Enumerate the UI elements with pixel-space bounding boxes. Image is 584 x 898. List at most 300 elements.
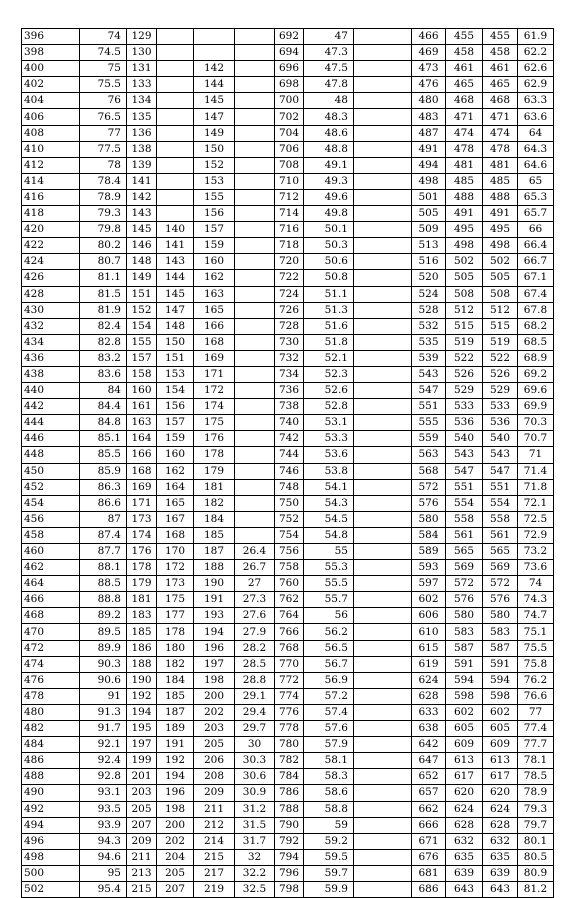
table-cell: 597 — [412, 576, 446, 592]
table-cell: 639 — [483, 865, 518, 881]
table-cell: 71 — [518, 447, 554, 463]
table-cell: 79.3 — [80, 206, 127, 222]
table-cell — [235, 302, 275, 318]
table-cell: 199 — [127, 753, 157, 769]
table-cell: 515 — [483, 318, 518, 334]
table-cell: 78.1 — [518, 753, 554, 769]
table-cell: 466 — [22, 592, 80, 608]
table-cell: 159 — [194, 238, 235, 254]
table-cell: 160 — [194, 254, 235, 270]
table-cell: 76 — [80, 93, 127, 109]
table-cell — [354, 399, 412, 415]
table-cell: 628 — [483, 817, 518, 833]
table-row — [22, 77, 554, 93]
table-cell: 173 — [157, 576, 194, 592]
table-cell: 498 — [446, 238, 483, 254]
table-cell — [354, 222, 412, 238]
table-cell — [354, 189, 412, 205]
table-cell: 130 — [127, 45, 157, 61]
table-cell: 55.3 — [304, 560, 354, 576]
table-cell: 515 — [446, 318, 483, 334]
table-cell — [354, 704, 412, 720]
table-cell: 533 — [446, 399, 483, 415]
table-cell: 404 — [22, 93, 80, 109]
table-cell: 184 — [157, 672, 194, 688]
table-cell: 198 — [157, 801, 194, 817]
table-cell: 181 — [194, 479, 235, 495]
table-cell: 416 — [22, 189, 80, 205]
table-cell: 171 — [127, 495, 157, 511]
table-cell: 602 — [483, 704, 518, 720]
table-cell: 558 — [483, 511, 518, 527]
table-cell: 80.1 — [518, 833, 554, 849]
table-row — [22, 688, 554, 704]
table-cell — [235, 157, 275, 173]
table-row — [22, 350, 554, 366]
table-cell: 78 — [80, 157, 127, 173]
table-cell: 494 — [22, 817, 80, 833]
table-cell: 666 — [412, 817, 446, 833]
table-row — [22, 302, 554, 318]
table-cell: 632 — [483, 833, 518, 849]
table-cell: 29.7 — [235, 721, 275, 737]
table-cell: 176 — [194, 431, 235, 447]
table-cell: 161 — [127, 399, 157, 415]
table-cell: 478 — [483, 141, 518, 157]
table-cell: 796 — [275, 865, 304, 881]
table-cell: 55.7 — [304, 592, 354, 608]
table-cell: 766 — [275, 624, 304, 640]
table-cell — [354, 479, 412, 495]
table-cell: 456 — [22, 511, 80, 527]
table-cell: 478 — [446, 141, 483, 157]
table-cell: 547 — [483, 463, 518, 479]
table-cell — [354, 270, 412, 286]
table-cell: 522 — [483, 350, 518, 366]
table-row — [22, 495, 554, 511]
table-cell: 657 — [412, 785, 446, 801]
table-cell: 502 — [446, 254, 483, 270]
table-cell: 207 — [157, 881, 194, 897]
table-cell: 495 — [446, 222, 483, 238]
table-cell: 62.9 — [518, 77, 554, 93]
table-cell: 187 — [157, 704, 194, 720]
table-cell: 56.7 — [304, 656, 354, 672]
table-cell: 217 — [194, 865, 235, 881]
table-cell: 195 — [127, 721, 157, 737]
table-cell — [235, 399, 275, 415]
table-cell — [235, 222, 275, 238]
table-cell: 79.3 — [518, 801, 554, 817]
table-cell: 145 — [157, 286, 194, 302]
table-cell: 774 — [275, 688, 304, 704]
table-cell: 508 — [446, 286, 483, 302]
table-cell: 203 — [127, 785, 157, 801]
table-cell: 502 — [483, 254, 518, 270]
table-cell: 138 — [127, 141, 157, 157]
table-cell: 461 — [446, 61, 483, 77]
table-cell: 188 — [194, 560, 235, 576]
table-cell — [354, 544, 412, 560]
table-cell: 726 — [275, 302, 304, 318]
table-cell: 175 — [194, 415, 235, 431]
table-cell: 168 — [194, 334, 235, 350]
table-cell: 174 — [194, 399, 235, 415]
table-cell: 533 — [483, 399, 518, 415]
table-cell: 146 — [127, 238, 157, 254]
table-cell: 69.9 — [518, 399, 554, 415]
table-cell — [157, 61, 194, 77]
table-cell — [354, 511, 412, 527]
table-cell: 152 — [194, 157, 235, 173]
table-cell: 208 — [194, 769, 235, 785]
table-cell: 772 — [275, 672, 304, 688]
table-cell: 206 — [194, 753, 235, 769]
table-cell — [354, 721, 412, 737]
table-cell: 149 — [127, 270, 157, 286]
table-row — [22, 206, 554, 222]
table-cell: 547 — [446, 463, 483, 479]
table-cell: 192 — [127, 688, 157, 704]
table-cell: 77.4 — [518, 721, 554, 737]
table-cell: 635 — [446, 849, 483, 865]
table-cell: 57.6 — [304, 721, 354, 737]
table-cell: 512 — [446, 302, 483, 318]
table-cell: 203 — [194, 721, 235, 737]
table-cell — [354, 833, 412, 849]
table-cell — [354, 238, 412, 254]
table-cell: 198 — [194, 672, 235, 688]
table-cell: 27 — [235, 576, 275, 592]
table-cell: 498 — [412, 173, 446, 189]
table-cell: 732 — [275, 350, 304, 366]
table-cell: 51.1 — [304, 286, 354, 302]
table-cell: 191 — [157, 737, 194, 753]
table-cell: 505 — [446, 270, 483, 286]
table-cell: 738 — [275, 399, 304, 415]
table-cell: 70.7 — [518, 431, 554, 447]
table-cell — [235, 334, 275, 350]
table-cell: 170 — [157, 544, 194, 560]
table-cell: 29.4 — [235, 704, 275, 720]
table-cell: 551 — [483, 479, 518, 495]
table-cell: 778 — [275, 721, 304, 737]
table-cell: 481 — [483, 157, 518, 173]
table-row — [22, 125, 554, 141]
table-cell: 647 — [412, 753, 446, 769]
table-cell: 164 — [127, 431, 157, 447]
table-cell: 492 — [22, 801, 80, 817]
table-cell — [157, 189, 194, 205]
table-cell — [354, 334, 412, 350]
table-cell: 55 — [304, 544, 354, 560]
table-cell: 776 — [275, 704, 304, 720]
table-cell: 583 — [446, 624, 483, 640]
table-cell: 794 — [275, 849, 304, 865]
table-cell: 150 — [157, 334, 194, 350]
table-cell: 172 — [194, 383, 235, 399]
table-cell: 185 — [194, 527, 235, 543]
table-row — [22, 431, 554, 447]
table-cell: 576 — [412, 495, 446, 511]
table-cell: 144 — [194, 77, 235, 93]
table-cell: 56.5 — [304, 640, 354, 656]
table-cell — [354, 447, 412, 463]
table-cell — [157, 141, 194, 157]
table-cell: 74.5 — [80, 45, 127, 61]
table-cell: 784 — [275, 769, 304, 785]
table-cell: 522 — [446, 350, 483, 366]
table-cell: 57.4 — [304, 704, 354, 720]
table-row — [22, 254, 554, 270]
table-cell: 730 — [275, 334, 304, 350]
table-cell: 494 — [412, 157, 446, 173]
table-cell: 591 — [446, 656, 483, 672]
table-row — [22, 624, 554, 640]
table-cell: 547 — [412, 383, 446, 399]
table-cell: 26.7 — [235, 560, 275, 576]
table-cell: 54.1 — [304, 479, 354, 495]
table-cell: 166 — [194, 318, 235, 334]
table-row — [22, 672, 554, 688]
table-cell — [354, 608, 412, 624]
table-cell — [157, 93, 194, 109]
table-cell: 692 — [275, 29, 304, 45]
table-cell — [157, 29, 194, 45]
table-cell — [354, 849, 412, 865]
table-cell: 483 — [412, 109, 446, 125]
table-cell: 75.1 — [518, 624, 554, 640]
table-cell: 482 — [22, 721, 80, 737]
table-row — [22, 849, 554, 865]
table-cell: 47.3 — [304, 45, 354, 61]
table-cell: 491 — [446, 206, 483, 222]
table-cell: 156 — [194, 206, 235, 222]
table-cell: 165 — [194, 302, 235, 318]
table-cell: 32 — [235, 849, 275, 865]
table-cell: 168 — [157, 527, 194, 543]
table-cell: 31.5 — [235, 817, 275, 833]
table-cell: 418 — [22, 206, 80, 222]
table-cell: 48.3 — [304, 109, 354, 125]
table-cell: 635 — [483, 849, 518, 865]
table-cell: 87.7 — [80, 544, 127, 560]
table-cell: 422 — [22, 238, 80, 254]
table-cell: 209 — [194, 785, 235, 801]
table-cell: 95 — [80, 865, 127, 881]
table-cell: 505 — [483, 270, 518, 286]
table-cell: 708 — [275, 157, 304, 173]
table-cell: 770 — [275, 656, 304, 672]
table-cell: 80.2 — [80, 238, 127, 254]
table-cell — [235, 173, 275, 189]
table-cell: 79.7 — [518, 817, 554, 833]
table-cell — [354, 254, 412, 270]
table-cell: 702 — [275, 109, 304, 125]
table-cell: 27.9 — [235, 624, 275, 640]
table-cell: 30.9 — [235, 785, 275, 801]
table-cell: 430 — [22, 302, 80, 318]
table-cell: 47.5 — [304, 61, 354, 77]
table-row — [22, 463, 554, 479]
table-cell: 532 — [412, 318, 446, 334]
table-cell: 561 — [483, 527, 518, 543]
table-cell: 488 — [446, 189, 483, 205]
table-cell: 576 — [446, 592, 483, 608]
table-cell: 160 — [157, 447, 194, 463]
table-cell: 762 — [275, 592, 304, 608]
table-cell: 572 — [412, 479, 446, 495]
table-cell — [235, 141, 275, 157]
table-cell: 81.5 — [80, 286, 127, 302]
table-cell: 551 — [412, 399, 446, 415]
table-cell: 27.6 — [235, 608, 275, 624]
table-cell: 466 — [412, 29, 446, 45]
table-row — [22, 141, 554, 157]
table-cell: 488 — [22, 769, 80, 785]
table-row — [22, 479, 554, 495]
table-cell: 155 — [127, 334, 157, 350]
table-row — [22, 753, 554, 769]
table-cell: 147 — [194, 109, 235, 125]
table-cell — [194, 29, 235, 45]
table-row — [22, 383, 554, 399]
table-cell: 205 — [194, 737, 235, 753]
table-cell: 788 — [275, 801, 304, 817]
table-cell: 696 — [275, 61, 304, 77]
table-cell: 48 — [304, 93, 354, 109]
table-cell: 140 — [157, 222, 194, 238]
table-cell: 440 — [22, 383, 80, 399]
table-cell: 458 — [483, 45, 518, 61]
table-cell — [235, 93, 275, 109]
table-cell: 200 — [194, 688, 235, 704]
table-cell: 624 — [483, 801, 518, 817]
table-cell: 580 — [412, 511, 446, 527]
table-cell: 748 — [275, 479, 304, 495]
table-row — [22, 157, 554, 173]
table-cell: 498 — [483, 238, 518, 254]
table-cell: 694 — [275, 45, 304, 61]
table-cell: 207 — [127, 817, 157, 833]
table-cell: 53.6 — [304, 447, 354, 463]
table-cell — [354, 45, 412, 61]
table-row — [22, 415, 554, 431]
table-cell: 488 — [483, 189, 518, 205]
table-cell: 64.3 — [518, 141, 554, 157]
table-cell: 150 — [194, 141, 235, 157]
table-cell: 28.8 — [235, 672, 275, 688]
table-cell: 148 — [157, 318, 194, 334]
table-cell: 197 — [194, 656, 235, 672]
table-cell: 639 — [446, 865, 483, 881]
table-cell: 509 — [412, 222, 446, 238]
table-cell: 551 — [446, 479, 483, 495]
table-cell: 486 — [22, 753, 80, 769]
table-cell — [235, 238, 275, 254]
table-cell: 520 — [412, 270, 446, 286]
table-cell: 565 — [446, 544, 483, 560]
table-cell: 408 — [22, 125, 80, 141]
table-cell: 53.8 — [304, 463, 354, 479]
table-cell: 569 — [483, 560, 518, 576]
table-cell: 133 — [127, 77, 157, 93]
table-cell: 69.2 — [518, 366, 554, 382]
table-cell — [235, 189, 275, 205]
table-cell: 448 — [22, 447, 80, 463]
table-cell: 454 — [22, 495, 80, 511]
table-cell: 93.1 — [80, 785, 127, 801]
table-cell: 176 — [127, 544, 157, 560]
table-cell: 67.8 — [518, 302, 554, 318]
table-cell: 157 — [194, 222, 235, 238]
table-cell: 178 — [157, 624, 194, 640]
table-cell: 52.6 — [304, 383, 354, 399]
table-row — [22, 704, 554, 720]
table-cell: 485 — [446, 173, 483, 189]
table-cell: 136 — [127, 125, 157, 141]
table-cell: 215 — [194, 849, 235, 865]
table-cell: 540 — [446, 431, 483, 447]
table-cell: 569 — [446, 560, 483, 576]
table-cell: 89.2 — [80, 608, 127, 624]
table-cell: 205 — [157, 865, 194, 881]
conversion-table — [21, 28, 554, 898]
table-cell: 50.6 — [304, 254, 354, 270]
table-cell: 746 — [275, 463, 304, 479]
table-cell: 615 — [412, 640, 446, 656]
table-cell: 77.5 — [80, 141, 127, 157]
table-cell — [354, 350, 412, 366]
table-cell: 47 — [304, 29, 354, 45]
table-cell: 54.3 — [304, 495, 354, 511]
table-cell: 86.3 — [80, 479, 127, 495]
table-cell — [354, 656, 412, 672]
table-row — [22, 737, 554, 753]
table-cell: 67.1 — [518, 270, 554, 286]
table-cell: 78.5 — [518, 769, 554, 785]
table-cell: 59.7 — [304, 865, 354, 881]
table-cell: 602 — [412, 592, 446, 608]
table-cell: 724 — [275, 286, 304, 302]
table-cell: 69.6 — [518, 383, 554, 399]
table-cell: 662 — [412, 801, 446, 817]
table-cell: 638 — [412, 721, 446, 737]
table-cell: 768 — [275, 640, 304, 656]
table-cell: 583 — [483, 624, 518, 640]
table-cell: 168 — [127, 463, 157, 479]
table-cell: 559 — [412, 431, 446, 447]
table-cell: 424 — [22, 254, 80, 270]
table-cell: 66.7 — [518, 254, 554, 270]
table-cell: 652 — [412, 769, 446, 785]
table-cell — [157, 109, 194, 125]
table-cell: 82.4 — [80, 318, 127, 334]
table-cell: 194 — [127, 704, 157, 720]
table-cell: 469 — [412, 45, 446, 61]
table-cell: 196 — [194, 640, 235, 656]
table-cell: 580 — [446, 608, 483, 624]
table-cell: 742 — [275, 431, 304, 447]
table-cell: 192 — [157, 753, 194, 769]
table-cell: 610 — [412, 624, 446, 640]
table-cell — [354, 785, 412, 801]
table-cell: 722 — [275, 270, 304, 286]
table-cell: 56.2 — [304, 624, 354, 640]
table-cell: 31.2 — [235, 801, 275, 817]
table-cell — [354, 157, 412, 173]
table-cell: 58.3 — [304, 769, 354, 785]
